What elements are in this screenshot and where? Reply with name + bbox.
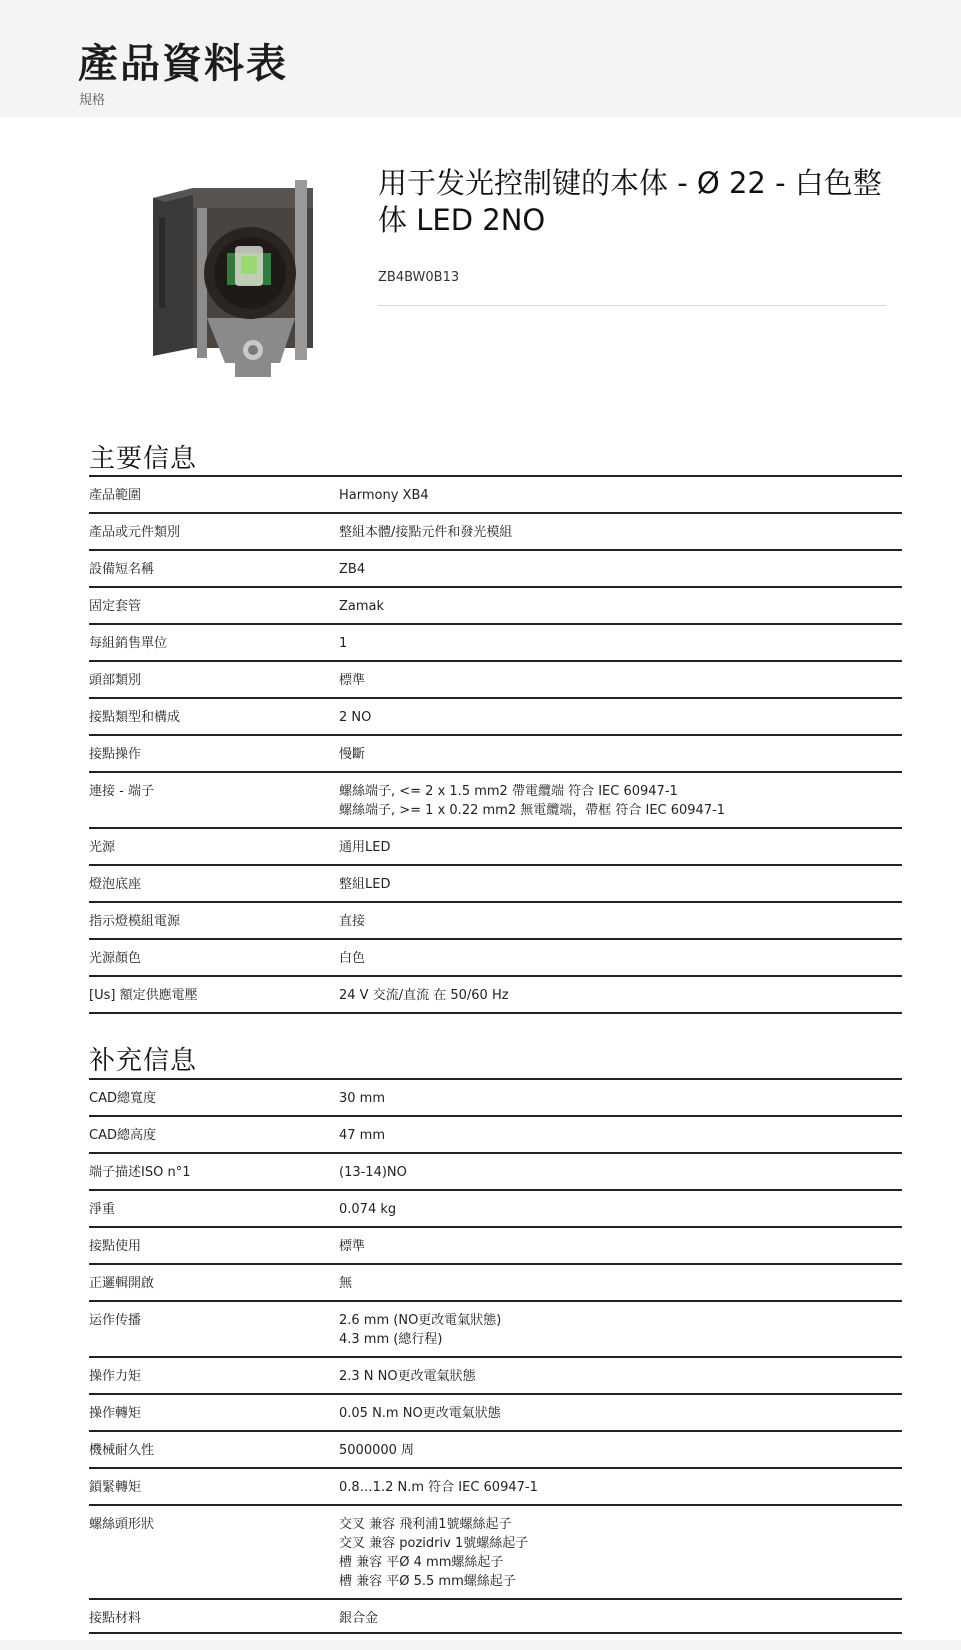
spec-value-line: 慢斷 xyxy=(339,747,366,762)
spec-value xyxy=(339,1265,902,1300)
spec-value-line: 5000000 周 xyxy=(339,1443,415,1458)
spec-value xyxy=(339,514,902,549)
spec-label: 燈泡底座 xyxy=(89,877,142,892)
spec-row xyxy=(89,1302,902,1358)
spec-value-line: 直接 xyxy=(339,914,366,929)
spec-value-line: 2.6 mm (NO更改電氣狀態) xyxy=(339,1313,502,1328)
spec-row xyxy=(89,477,902,514)
spec-value xyxy=(339,1302,902,1356)
spec-row xyxy=(89,625,902,662)
extra-info-table xyxy=(89,1078,902,1634)
spec-row xyxy=(89,1506,902,1600)
spec-row xyxy=(89,588,902,625)
spec-value-line: 螺絲端子, <= 2 x 1.5 mm2 帶電纜端 符合 IEC 60947-1 xyxy=(339,784,678,799)
spec-value xyxy=(339,551,902,586)
spec-value-line: 標準 xyxy=(339,673,366,688)
spec-value-line: 30 mm xyxy=(339,1091,386,1106)
spec-label: 產品範圍 xyxy=(89,488,142,503)
spec-label: 光源顏色 xyxy=(89,951,142,966)
spec-value xyxy=(339,1117,902,1152)
spec-value-line: 0.05 N.m NO更改電氣狀態 xyxy=(339,1406,501,1421)
spec-row xyxy=(89,514,902,551)
spec-value-line: 槽 兼容 平Ø 5.5 mm螺絲起子 xyxy=(339,1574,516,1589)
spec-label: 操作轉矩 xyxy=(89,1406,142,1421)
spec-value xyxy=(339,903,902,938)
spec-row xyxy=(89,1432,902,1469)
spec-value xyxy=(339,977,902,1012)
spec-value xyxy=(339,662,902,697)
spec-label: 鎖緊轉矩 xyxy=(89,1480,142,1495)
spec-label: 頭部類別 xyxy=(89,673,142,688)
spec-label: 連接 - 端子 xyxy=(89,784,154,799)
product-image xyxy=(145,178,330,398)
spec-value-line: Zamak xyxy=(339,599,385,614)
spec-value-line: 螺絲端子, >= 1 x 0.22 mm2 無電纜端，帶框 符合 IEC 60947-1 xyxy=(339,803,726,818)
main-info-table xyxy=(89,475,902,1014)
spec-label: 固定套管 xyxy=(89,599,142,614)
spec-value-line: 交叉 兼容 飛利浦1號螺絲起子 xyxy=(339,1517,512,1532)
spec-value xyxy=(339,866,902,901)
spec-row xyxy=(89,1395,902,1432)
spec-value xyxy=(339,1154,902,1189)
spec-row xyxy=(89,773,902,829)
spec-value xyxy=(339,1358,902,1393)
page-subtitle: 規格 xyxy=(79,93,106,108)
page-title: 產品資料表 xyxy=(78,41,288,87)
spec-label: 接點操作 xyxy=(89,747,142,762)
spec-value xyxy=(339,773,902,827)
product-code: ZB4BW0B13 xyxy=(378,270,460,285)
spec-label: 光源 xyxy=(89,840,116,855)
spec-value-line: (13-14)NO xyxy=(339,1165,407,1180)
spec-row xyxy=(89,1191,902,1228)
spec-label: 指示燈模組電源 xyxy=(89,914,181,929)
product-title: 用于发光控制键的本体 - Ø 22 - 白色整体 LED 2NO xyxy=(378,166,882,237)
spec-value xyxy=(339,699,902,734)
spec-value-line: 交叉 兼容 pozidriv 1號螺絲起子 xyxy=(339,1536,529,1551)
spec-value-line: 白色 xyxy=(339,951,366,966)
spec-row xyxy=(89,940,902,977)
spec-label: 操作力矩 xyxy=(89,1369,142,1384)
spec-label: 淨重 xyxy=(89,1202,116,1217)
main-info-title: 主要信息 xyxy=(89,444,198,474)
spec-row xyxy=(89,1080,902,1117)
spec-row xyxy=(89,1154,902,1191)
footer-bar xyxy=(0,1640,961,1650)
spec-value-line: 2.3 N NO更改電氣狀態 xyxy=(339,1369,476,1384)
spec-row xyxy=(89,1228,902,1265)
spec-row xyxy=(89,866,902,903)
divider xyxy=(378,305,886,306)
spec-row xyxy=(89,699,902,736)
spec-value xyxy=(339,1395,902,1430)
spec-value-line: ZB4 xyxy=(339,562,366,577)
spec-value xyxy=(339,1432,902,1467)
spec-value-line: 1 xyxy=(339,636,348,651)
spec-label: CAD總高度 xyxy=(89,1128,156,1143)
spec-label: 接點類型和構成 xyxy=(89,710,181,725)
spec-label: 端子描述ISO n°1 xyxy=(89,1165,191,1180)
spec-value xyxy=(339,625,902,660)
spec-label: 正邏輯開啟 xyxy=(89,1276,155,1291)
spec-row xyxy=(89,662,902,699)
spec-value xyxy=(339,477,902,512)
extra-info-title: 补充信息 xyxy=(89,1046,198,1076)
spec-row xyxy=(89,1600,902,1634)
spec-row xyxy=(89,1358,902,1395)
spec-value xyxy=(339,1469,902,1504)
spec-value-line: 槽 兼容 平Ø 4 mm螺絲起子 xyxy=(339,1555,504,1570)
spec-value xyxy=(339,940,902,975)
spec-label: [Us] 額定供應電壓 xyxy=(89,988,198,1003)
spec-row xyxy=(89,977,902,1014)
spec-row xyxy=(89,551,902,588)
spec-value-line: Harmony XB4 xyxy=(339,488,429,503)
spec-value-line: 0.8…1.2 N.m 符合 IEC 60947-1 xyxy=(339,1480,538,1495)
spec-value-line: 47 mm xyxy=(339,1128,386,1143)
spec-label: 設備短名稱 xyxy=(89,562,155,577)
spec-label: 機械耐久性 xyxy=(89,1443,155,1458)
spec-value-line: 2 NO xyxy=(339,710,372,725)
spec-value xyxy=(339,588,902,623)
spec-value-line: 24 V 交流/直流 在 50/60 Hz xyxy=(339,988,509,1003)
spec-row xyxy=(89,1265,902,1302)
spec-label: CAD總寬度 xyxy=(89,1091,156,1106)
spec-label: 接點使用 xyxy=(89,1239,142,1254)
spec-row xyxy=(89,829,902,866)
spec-value xyxy=(339,1600,902,1632)
spec-label: 运作传播 xyxy=(89,1313,142,1328)
spec-value xyxy=(339,1506,902,1598)
spec-row xyxy=(89,903,902,940)
spec-value-line: 無 xyxy=(339,1276,353,1291)
page-header xyxy=(0,0,961,117)
spec-value-line: 4.3 mm (總行程) xyxy=(339,1332,443,1347)
spec-value xyxy=(339,736,902,771)
spec-row xyxy=(89,1117,902,1154)
spec-label: 螺絲頭形狀 xyxy=(89,1517,155,1532)
spec-value-line: 銀合金 xyxy=(339,1611,379,1626)
spec-value xyxy=(339,829,902,864)
spec-label: 產品或元件類別 xyxy=(89,525,181,540)
spec-row xyxy=(89,736,902,773)
spec-value-line: 整組LED xyxy=(339,877,391,892)
spec-value-line: 通用LED xyxy=(339,840,391,855)
spec-value-line: 標準 xyxy=(339,1239,366,1254)
spec-label: 每組銷售單位 xyxy=(89,636,168,651)
spec-value-line: 0.074 kg xyxy=(339,1202,397,1217)
spec-row xyxy=(89,1469,902,1506)
spec-value-line: 整組本體/接點元件和發光模組 xyxy=(339,525,513,540)
spec-value xyxy=(339,1080,902,1115)
spec-label: 接點材料 xyxy=(89,1611,142,1626)
spec-value xyxy=(339,1191,902,1226)
spec-value xyxy=(339,1228,902,1263)
